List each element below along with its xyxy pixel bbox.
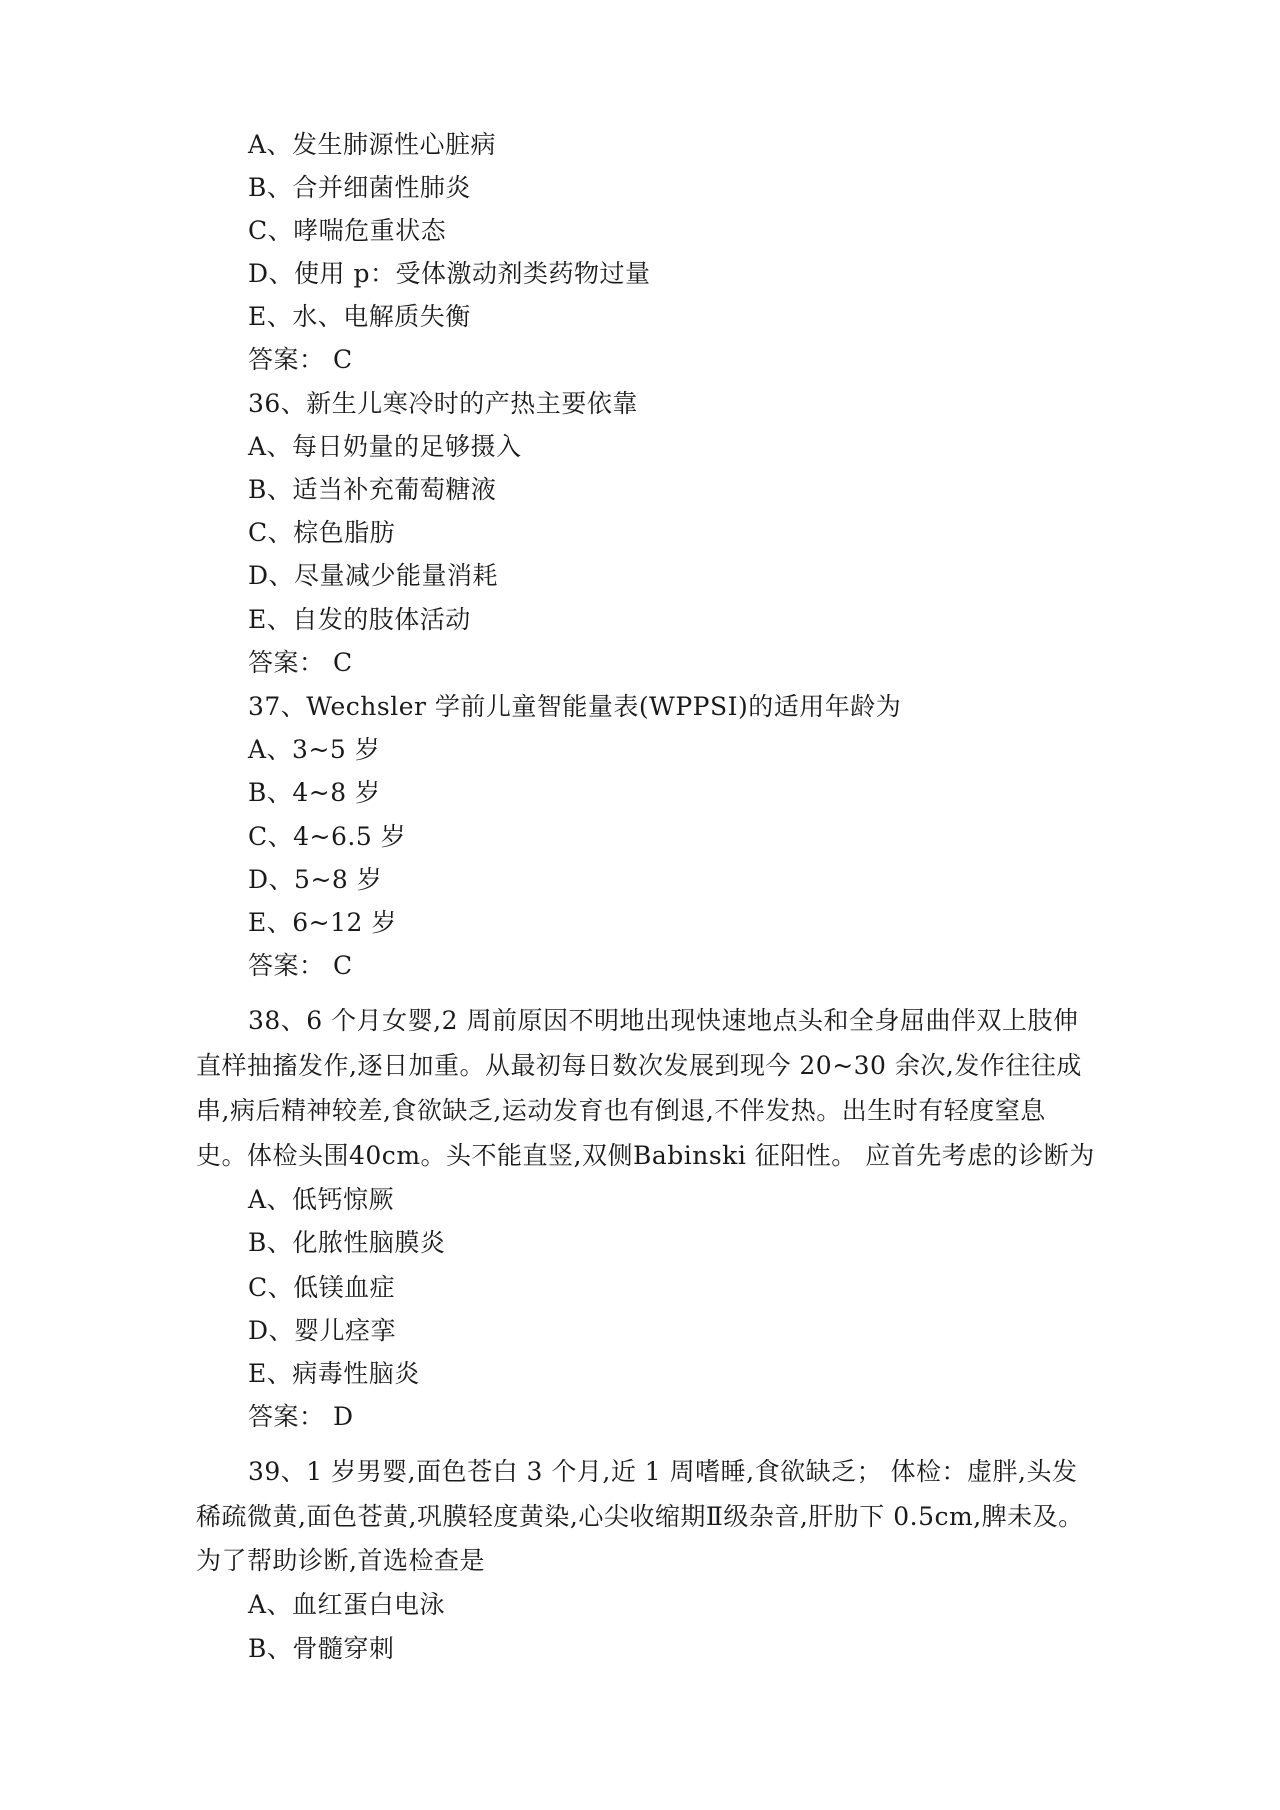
q36-answer: 答案： C <box>248 648 353 677</box>
q37-option-d: D、5~8 岁 <box>248 865 383 894</box>
q38-option-a: A、低钙惊厥 <box>248 1185 395 1214</box>
q36-option-d: D、尽量减少能量消耗 <box>248 561 499 590</box>
q38-option-c: C、低镁血症 <box>248 1273 396 1302</box>
q39-question-line-1: 39、1 岁男婴,面色苍白 3 个月,近 1 周嗜睡,食欲缺乏； 体检：虚胖,头发 <box>248 1457 1078 1486</box>
q37-option-c: C、4~6.5 岁 <box>248 822 407 851</box>
q36-option-c: C、棕色脂肪 <box>248 518 396 547</box>
q38-question-line-1: 38、6 个月女婴,2 周前原因不明地出现快速地点头和全身屈曲伴双上肢伸 <box>248 1006 1079 1035</box>
q38-option-b: B、化脓性脑膜炎 <box>248 1228 446 1257</box>
q39-question-line-3: 为了帮助诊断,首选检查是 <box>196 1546 485 1575</box>
q37-option-e: E、6~12 岁 <box>248 908 397 937</box>
q35-option-e: E、水、电解质失衡 <box>248 302 471 331</box>
q38-option-d: D、婴儿痉挛 <box>248 1316 397 1345</box>
q35-option-a: A、发生肺源性心脏病 <box>248 130 497 159</box>
q36-option-a: A、每日奶量的足够摄入 <box>248 432 522 461</box>
q35-option-d: D、使用 p：受体激动剂类药物过量 <box>248 259 651 288</box>
q35-answer: 答案： C <box>248 345 353 374</box>
q36-question: 36、新生儿寒冷时的产热主要依靠 <box>248 389 638 418</box>
q37-answer: 答案： C <box>248 951 353 980</box>
q37-option-b: B、4~8 岁 <box>248 778 381 807</box>
q39-question-line-2: 稀疏微黄,面色苍黄,巩膜轻度黄染,心尖收缩期Ⅱ级杂音,肝肋下 0.5cm,脾未及。 <box>196 1502 1084 1531</box>
q39-option-a: A、血红蛋白电泳 <box>248 1590 446 1619</box>
q38-question-line-4: 史。体检头围40cm。头不能直竖,双侧Babinski 征阳性。 应首先考虑的诊断为 <box>196 1141 1095 1170</box>
q38-question-line-2: 直样抽搐发作,逐日加重。从最初每日数次发展到现今 20~30 余次,发作往往成 <box>196 1051 1082 1080</box>
q36-option-b: B、适当补充葡萄糖液 <box>248 475 497 504</box>
q35-option-b: B、合并细菌性肺炎 <box>248 173 471 202</box>
q36-option-e: E、自发的肢体活动 <box>248 605 471 634</box>
q38-question-line-3: 串,病后精神较差,食欲缺乏,运动发育也有倒退,不伴发热。出生时有轻度窒息 <box>196 1096 1046 1125</box>
q35-option-c: C、哮喘危重状态 <box>248 216 447 245</box>
q38-answer: 答案： D <box>248 1402 354 1431</box>
q38-option-e: E、病毒性脑炎 <box>248 1359 420 1388</box>
q37-option-a: A、3~5 岁 <box>248 735 381 764</box>
q37-question: 37、Wechsler 学前儿童智能量表(WPPSI)的适用年龄为 <box>248 692 902 721</box>
q39-option-b: B、骨髓穿刺 <box>248 1634 395 1663</box>
